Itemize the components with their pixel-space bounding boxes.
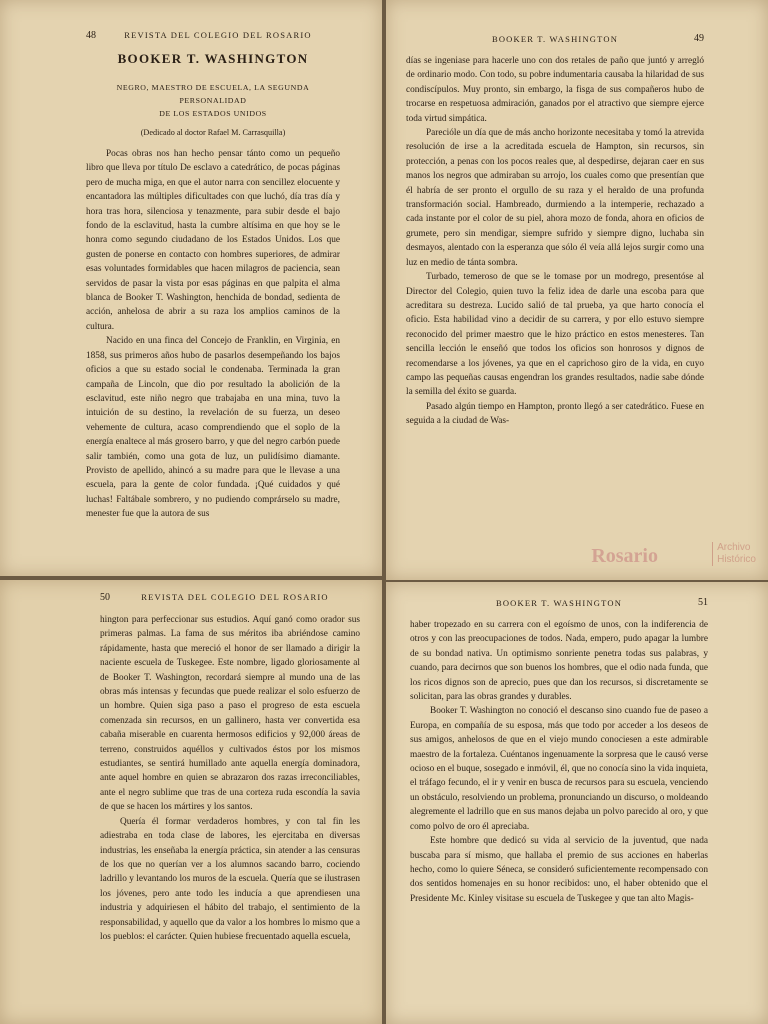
page-48 — [0, 0, 382, 576]
watermark-historico: Histórico — [717, 554, 756, 565]
paragraph: Booker T. Washington no conoció el descanso sino cuando fue de paseo a Europa, en compañía de su esposa, más que todo por acceder a los deseos de sus amigos, anhelosos de que en el viejo mundo conociesen a este admirable maestro de la fortaleza. Cuéntanos ingenuamente la sorpresa que le causó verse ocioso en el buque, sosegado e inmóvil, él, que no conocía sino la vida inquieta, el tráfago fecundo, el ir y venir en busca de recursos para su escuela, venciendo un obstáculo, resolviendo un problema, pronunciando un discurso, o moldeando alegremente el ladrillo que en sus manos dejaba un polvo parecido al oro, y que como polvo de oro él apreciaba. — [410, 706, 708, 832]
paragraph: Quería él formar verdaderos hombres, y con tal fin les adiestraba en toda clase de labores, les ejercitaba en diversas industrias, les enseñaba la energía práctica, sin atender a las censuras de los que no querían ver a los alumnos sacando barro, cociendo ladrillo y levantando los muros de la escuela. Quería que se ilustrasen los jóvenes, pero ante todo les inducía a que aprendiesen una industria y adquiriesen el hábito del trabajo, el sentimiento de la responsabilidad, y aquello que da valor a los hombres lo mismo que a los pueblos: el carácter. Quien hubiese frecuentado aquella escuela, — [100, 816, 360, 942]
paragraph: Nacido en una finca del Concejo de Franklin, en Virginia, en 1858, sus primeros años hubo de pasarlos desempeñando los bajos oficios a que su estado social le condenaba. Terminada la gran campaña de Lincoln, que dio por resultado la abolición de la esclavitud, este niño negro que trabajaba en una mina, tuvo la intuición de su destino, la revelación de su fuerza, un deseo vehemente de cultura, acaso comprendiendo que el soplo de la energía enaltece al más grosero barro, y que del negro carbón puede salir también, como una gota de luz, un pulidísimo diamante. Provisto de apellido, ahincó a su madre para que le llevase a una escuela, para la gente de color fundada. ¡Qué cuidados y qué luchas! Faltábale sombrero, y no pudiendo comprárselo su madre, menester fue que la autora de sus — [86, 336, 340, 520]
watermark-archivo: Archivo — [717, 542, 751, 553]
paragraph: Pasado algún tiempo en Hampton, pronto llegó a ser catedrático. Fuese en seguida a la ciudad de Was- — [406, 401, 704, 427]
running-head-title: BOOKER T. WASHINGTON — [495, 598, 623, 608]
article-subtitle-line-1: NEGRO, MAESTRO DE ESCUELA, LA SEGUNDA PERSONALIDAD — [116, 83, 310, 105]
running-head — [410, 598, 708, 608]
running-head-title: REVISTA DEL COLEGIO DEL ROSARIO — [141, 592, 329, 602]
article-subtitle-line-2: DE LOS ESTADOS UNIDOS — [159, 109, 267, 118]
page-50 — [0, 580, 382, 1024]
page-51 — [386, 582, 768, 1024]
watermark-archivo-historico — [712, 542, 756, 566]
paragraph: haber tropezado en su carrera con el egoísmo de unos, con la indiferencia de otros y con las preocupaciones de todos. Nada, empero, pudo apagar la lumbre de su bondad nativa. Un optimismo sonriente penetra todas sus palabras, y cuando, para decirnos que son buenos los hombres, que el odio nada funda, que los ricos dignos son de aprecio, pues que dan los recursos, si discretamente se solicitan, para las obras grandes y durables. — [410, 620, 708, 703]
dedication: (Dedicado al doctor Rafael M. Carrasquilla) — [140, 128, 286, 137]
running-head — [406, 34, 704, 44]
paragraph: Pocas obras nos han hecho pensar tánto como un pequeño libro que lleva por título De esclavo a catedrático, de pocas páginas pero de mucha miga, en que el autor narra con sencillez elocuente y encantadora las múltiples dificultades con que luchó, día tras día y hora tras hora, silenciosa y tenazmente, para subir desde el bajo fondo de la esclavitud, hasta la cumbre altísima en que hoy se le honra como segundo ciudadano de los Estados Unidos. Los que gusten de ponerse en contacto con hombres superiores, de admirar esas voluntades formidables que hacen milagros de paciencia, sean servidos de pasar la vista por esas páginas en que palpita el alma blanca de Booker T. Washington, henchida de bondad, sedienta de acción, anhelosa de abrir a su raza los amplios caminos de la cultura. — [86, 149, 340, 332]
article-title: BOOKER T. WASHINGTON — [117, 51, 309, 66]
paragraph: Este hombre que dedicó su vida al servicio de la juventud, que nada buscaba para sí mismo, que hallaba el premio de sus acciones en haberlas hecho, como lo quiere Séneca, se consideró suficientemente recompensado con dos sentidos homenajes en su honor recibidos: uno, el haber obtenido que el Presidente Mc. Kinley visitase su escuela de Tuskegee y que tan alto Magis- — [410, 836, 708, 904]
page-number: 50 — [100, 592, 110, 603]
paragraph: Parecióle un día que de más ancho horizonte necesitaba y tomó la atrevida resolución de irse a la acreditada escuela de Hampton, sin recursos, sin protección, a penas con los pocos reales que, al despedirse, dejaran caer en sus manos los negros que admiraban su arrojo, los cuales como que presentían que él habría de ser pronto el orgullo de su raza y el heraldo de una profunda transformación social. Hambreado, durmiendo a la intemperie, rechazado a cada instante por el color de su piel, ahora mozo de fonda, ahora en oficios de grumete, pero sin mendigar, siempre sufrido y siempre digno, luchaba sin desmayos, alentado con la esperanza que sólo él veía allá lejos surgir como una luz en medio de tánta sombra. — [406, 128, 704, 268]
page-number: 49 — [694, 33, 704, 44]
running-head — [100, 592, 360, 603]
watermark-rosario: Rosario — [591, 545, 658, 567]
running-head-title: BOOKER T. WASHINGTON — [491, 34, 619, 44]
running-head — [86, 30, 340, 41]
paragraph: días se ingeniase para hacerle uno con dos retales de paño que juntó y arregló de ordinario modo. Con todo, su pobre indumentaria causaba la hilaridad de sus condiscípulos. Muy pronto, sin embargo, la fisga de sus compañeros hubo de trocarse en respetuosa admiración, ganados por el atractivo que siempre ejerce toda virtud simpática. — [406, 56, 704, 124]
page-number: 48 — [86, 30, 96, 41]
page-49 — [386, 0, 768, 580]
running-head-title: REVISTA DEL COLEGIO DEL ROSARIO — [124, 30, 312, 40]
paragraph: hington para perfeccionar sus estudios. Aquí ganó como orador sus primeras palmas. La fama de sus méritos iba abriéndose camino rápidamente, hasta que mereció el honor de ser llamado a dirigir la naciente escuela de Tuskegee. Este nombre, ligado gloriosamente al de Booker T. Washington, recordará siempre al mundo una de las obras más intensas y fecundas que puede realizar el solo esfuerzo de un hombre. Quien siga paso a paso el progreso de esta escuela comenzada sin recursos, en un gallinero, hasta ver convertida esa cabaña miserable en cuarenta hermosos edificios y 92,000 áreas de terreno, construidos aquéllos y cultivados éstos por los mismos estudiantes, se sentirá humillado ante aquella energía dominadora, ante aquel hombre en quien se abrazaron dos razas irreconciliables, ante el negro sublime que tras de una corteza ruda escondía la savia de que se hacen los mártires y los santos. — [100, 615, 360, 813]
page-number: 51 — [698, 597, 708, 608]
paragraph: Turbado, temeroso de que se le tomase por un modrego, presentóse al Director del Colegio, quien tuvo la feliz idea de darle una escoba para que acreditara su destreza. Lucido salió de tal prueba, ya que harto conocía el oficio. Esta habilidad vino a decidir de su carrera, y por ello estuvo siempre reconocido del primer maestro que le hizo práctico en estos menesteres. Tan sencilla lección le enseñó que todos los oficios son honrosos y dignos de recomendarse a los jóvenes, ya que en el caprichoso giro de la vida, en cuyo campo las pequeñas causas engendran los grandes resultados, nadie sabe dónde la semilla del éxito se guarda. — [406, 272, 704, 398]
